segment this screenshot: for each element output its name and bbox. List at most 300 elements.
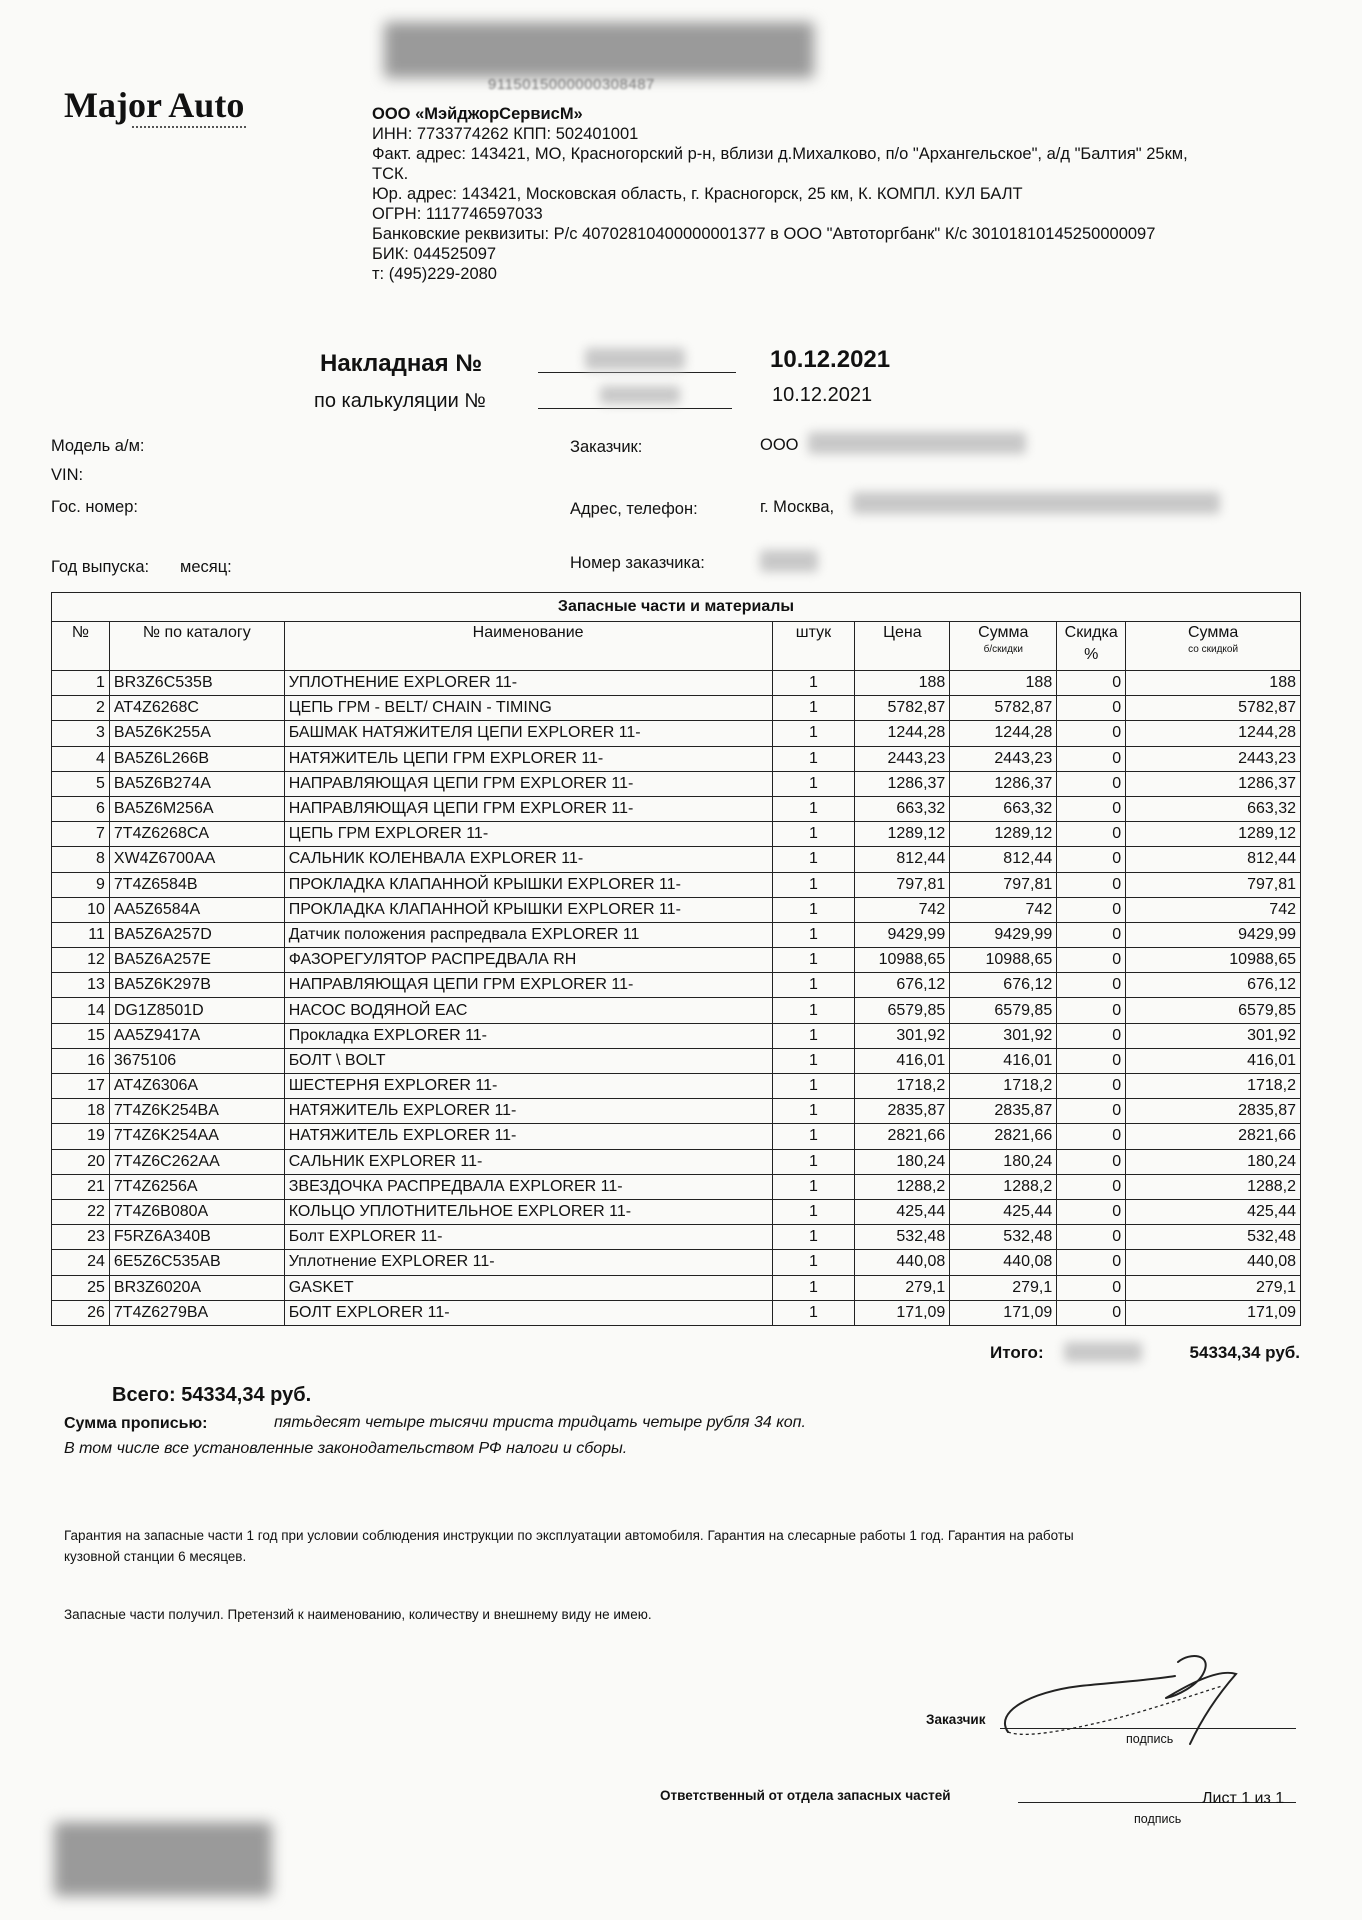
guarantee-line-2: кузовной станции 6 месяцев. — [64, 1549, 247, 1564]
row-total: 301,92 — [1126, 1023, 1301, 1048]
signature-stroke-1 — [1005, 1656, 1236, 1744]
guarantee-text — [64, 1525, 1294, 1567]
row-sum: 440,08 — [950, 1250, 1057, 1275]
row-sum: 1718,2 — [950, 1074, 1057, 1099]
col-sum-label: Сумма — [978, 624, 1029, 641]
row-price: 171,09 — [855, 1300, 950, 1325]
col-discount-sub: % — [1084, 646, 1099, 663]
row-price: 1718,2 — [855, 1074, 950, 1099]
row-sum: 171,09 — [950, 1300, 1057, 1325]
row-price: 180,24 — [855, 1149, 950, 1174]
row-sum: 10988,65 — [950, 948, 1057, 973]
row-number: 22 — [52, 1199, 110, 1224]
row-qty: 1 — [772, 1023, 855, 1048]
table-row — [52, 948, 1301, 973]
row-qty: 1 — [772, 1074, 855, 1099]
row-sum: 676,12 — [950, 973, 1057, 998]
col-discount — [1057, 622, 1126, 671]
row-price: 440,08 — [855, 1250, 950, 1275]
row-price: 797,81 — [855, 872, 950, 897]
row-qty: 1 — [772, 1250, 855, 1275]
table-row — [52, 847, 1301, 872]
row-qty: 1 — [772, 948, 855, 973]
row-sum: 416,01 — [950, 1048, 1057, 1073]
customer-sign-caption: подпись — [1126, 1732, 1174, 1746]
redacted-customer-name — [808, 432, 1026, 454]
row-name: САЛЬНИК КОЛЕНВАЛА EXPLORER 11- — [284, 847, 772, 872]
row-price: 812,44 — [855, 847, 950, 872]
row-number: 21 — [52, 1174, 110, 1199]
row-name: НАТЯЖИТЕЛЬ EXPLORER 11- — [284, 1124, 772, 1149]
row-discount: 0 — [1057, 796, 1126, 821]
row-name: Болт EXPLORER 11- — [284, 1225, 772, 1250]
table-row — [52, 1275, 1301, 1300]
row-price: 2821,66 — [855, 1124, 950, 1149]
row-catalog: AA5Z6584A — [109, 897, 284, 922]
row-catalog: F5RZ6A340B — [109, 1225, 284, 1250]
row-price: 416,01 — [855, 1048, 950, 1073]
row-qty: 1 — [772, 796, 855, 821]
row-price: 1288,2 — [855, 1174, 950, 1199]
row-total: 5782,87 — [1126, 696, 1301, 721]
row-total: 676,12 — [1126, 973, 1301, 998]
row-number: 23 — [52, 1225, 110, 1250]
row-total: 2835,87 — [1126, 1099, 1301, 1124]
col-total-label: Сумма — [1187, 624, 1239, 641]
row-sum: 5782,87 — [950, 696, 1057, 721]
row-sum: 797,81 — [950, 872, 1057, 897]
row-discount: 0 — [1057, 922, 1126, 947]
row-number: 13 — [52, 973, 110, 998]
row-number: 4 — [52, 746, 110, 771]
row-catalog: DG1Z8501D — [109, 998, 284, 1023]
row-number: 17 — [52, 1074, 110, 1099]
calc-label: по калькуляции № — [314, 390, 486, 412]
barcode-number: 9115015000000308487 — [488, 76, 655, 93]
row-number: 18 — [52, 1099, 110, 1124]
row-name: УПЛОТНЕНИЕ EXPLORER 11- — [284, 671, 772, 696]
row-discount: 0 — [1057, 1099, 1126, 1124]
row-number: 1 — [52, 671, 110, 696]
itogo-label: Итого: — [990, 1343, 1044, 1362]
row-catalog: BA5Z6A257D — [109, 922, 284, 947]
taxes-note: В том числе все установленные законодательством РФ налоги и сборы. — [64, 1440, 628, 1457]
row-qty: 1 — [772, 721, 855, 746]
table-row — [52, 822, 1301, 847]
calc-number-line — [538, 408, 732, 409]
row-qty: 1 — [772, 746, 855, 771]
row-price: 1286,37 — [855, 771, 950, 796]
customer-signature — [990, 1640, 1250, 1750]
row-qty: 1 — [772, 998, 855, 1023]
address-value: г. Москва, — [760, 498, 835, 516]
row-total: 6579,85 — [1126, 998, 1301, 1023]
row-sum: 425,44 — [950, 1199, 1057, 1224]
row-qty: 1 — [772, 897, 855, 922]
row-number: 24 — [52, 1250, 110, 1275]
row-discount: 0 — [1057, 1048, 1126, 1073]
table-row — [52, 1199, 1301, 1224]
row-qty: 1 — [772, 973, 855, 998]
logo-underline — [132, 126, 246, 131]
signature-stroke-2 — [1008, 1686, 1222, 1734]
row-name: НАСОС ВОДЯНОЙ ЕАС — [284, 998, 772, 1023]
row-discount: 0 — [1057, 1225, 1126, 1250]
row-sum: 1244,28 — [950, 721, 1057, 746]
table-row — [52, 746, 1301, 771]
bik: БИК: 044525097 — [372, 245, 497, 263]
row-number: 9 — [52, 872, 110, 897]
row-catalog: 7T4Z6279BA — [109, 1300, 284, 1325]
customer-number-label: Номер заказчика: — [570, 554, 705, 572]
row-sum: 532,48 — [950, 1225, 1057, 1250]
customer-label: Заказчик: — [570, 438, 643, 456]
fact-address: Факт. адрес: 143421, МО, Красногорский р-н, вблизи д.Михалково, п/о "Архангельское", а/д "Балтия" 25км, — [372, 145, 1188, 163]
row-catalog: AT4Z6268C — [109, 696, 284, 721]
col-discount-label: Скидка — [1064, 624, 1118, 641]
row-sum: 188 — [950, 671, 1057, 696]
row-number: 11 — [52, 922, 110, 947]
row-name: БОЛТ \ BOLT — [284, 1048, 772, 1073]
row-price: 2443,23 — [855, 746, 950, 771]
redacted-stamp — [54, 1822, 272, 1896]
row-sum: 6579,85 — [950, 998, 1057, 1023]
row-sum: 2443,23 — [950, 746, 1057, 771]
row-catalog: AT4Z6306A — [109, 1074, 284, 1099]
row-name: НАПРАВЛЯЮЩАЯ ЦЕПИ ГРМ EXPLORER 11- — [284, 771, 772, 796]
company-name: ООО «МэйджорСервисМ» — [372, 105, 583, 123]
row-sum: 9429,99 — [950, 922, 1057, 947]
row-catalog: BA5Z6M256A — [109, 796, 284, 821]
row-qty: 1 — [772, 1199, 855, 1224]
fact-address-cont: ТСК. — [372, 165, 409, 183]
table-row — [52, 1225, 1301, 1250]
table-row — [52, 1250, 1301, 1275]
amount-in-words: пятьдесят четыре тысячи триста тридцать четыре рубля 34 коп. — [274, 1414, 806, 1431]
row-total: 1288,2 — [1126, 1174, 1301, 1199]
row-qty: 1 — [772, 696, 855, 721]
table-row — [52, 1300, 1301, 1325]
row-total: 812,44 — [1126, 847, 1301, 872]
row-qty: 1 — [772, 922, 855, 947]
page-counter: Лист 1 из 1 — [1202, 1790, 1285, 1807]
col-price: Цена — [855, 622, 950, 671]
col-qty: штук — [772, 622, 855, 671]
row-total: 532,48 — [1126, 1225, 1301, 1250]
row-qty: 1 — [772, 1124, 855, 1149]
row-name: Датчик положения распредвала EXPLORER 11 — [284, 922, 772, 947]
row-catalog: 7T4Z6B080A — [109, 1199, 284, 1224]
row-catalog: 7T4Z6268CA — [109, 822, 284, 847]
table-row — [52, 1124, 1301, 1149]
row-catalog: 6E5Z6C535AB — [109, 1250, 284, 1275]
row-catalog: AA5Z9417A — [109, 1023, 284, 1048]
row-discount: 0 — [1057, 1124, 1126, 1149]
row-sum: 279,1 — [950, 1275, 1057, 1300]
redacted-invoice-number — [585, 348, 685, 370]
row-total: 9429,99 — [1126, 922, 1301, 947]
row-name: НАПРАВЛЯЮЩАЯ ЦЕПИ ГРМ EXPLORER 11- — [284, 973, 772, 998]
row-qty: 1 — [772, 822, 855, 847]
row-name: БОЛТ EXPLORER 11- — [284, 1300, 772, 1325]
itogo-value: 54334,34 руб. — [1189, 1343, 1300, 1362]
row-sum: 301,92 — [950, 1023, 1057, 1048]
row-discount: 0 — [1057, 671, 1126, 696]
row-discount: 0 — [1057, 1023, 1126, 1048]
row-number: 3 — [52, 721, 110, 746]
table-row — [52, 922, 1301, 947]
calc-date: 10.12.2021 — [772, 384, 873, 406]
table-row — [52, 671, 1301, 696]
address-label: Адрес, телефон: — [570, 500, 698, 518]
row-total: 1289,12 — [1126, 822, 1301, 847]
row-discount: 0 — [1057, 1300, 1126, 1325]
row-discount: 0 — [1057, 1250, 1126, 1275]
row-price: 663,32 — [855, 796, 950, 821]
col-total-sub: со скидкой — [1188, 644, 1239, 655]
col-sum-sub: б/скидки — [983, 644, 1023, 655]
row-name: Уплотнение EXPLORER 11- — [284, 1250, 772, 1275]
year-label: Год выпуска: — [51, 558, 150, 576]
row-discount: 0 — [1057, 948, 1126, 973]
row-name: ПРОКЛАДКА КЛАПАННОЙ КРЫШКИ EXPLORER 11- — [284, 897, 772, 922]
row-sum: 1286,37 — [950, 771, 1057, 796]
row-qty: 1 — [772, 1174, 855, 1199]
row-catalog: 7T4Z6256A — [109, 1174, 284, 1199]
table-row — [52, 721, 1301, 746]
table-row — [52, 1174, 1301, 1199]
row-total: 416,01 — [1126, 1048, 1301, 1073]
amount-in-words-label: Сумма прописью: — [64, 1415, 208, 1432]
row-name: ШЕСТЕРНЯ EXPLORER 11- — [284, 1074, 772, 1099]
row-price: 1289,12 — [855, 822, 950, 847]
parts-table — [51, 592, 1301, 1326]
row-discount: 0 — [1057, 822, 1126, 847]
row-name: БАШМАК НАТЯЖИТЕЛЯ ЦЕПИ EXPLORER 11- — [284, 721, 772, 746]
row-discount: 0 — [1057, 1174, 1126, 1199]
table-row — [52, 696, 1301, 721]
row-name: ЦЕПЬ ГРМ - BELT/ CHAIN - TIMING — [284, 696, 772, 721]
gos-number-label: Гос. номер: — [51, 498, 138, 516]
row-discount: 0 — [1057, 973, 1126, 998]
row-number: 7 — [52, 822, 110, 847]
col-name: Наименование — [284, 622, 772, 671]
ogrn: ОГРН: 1117746597033 — [372, 205, 543, 223]
table-row — [52, 1074, 1301, 1099]
redacted-customer-number — [760, 550, 818, 572]
row-qty: 1 — [772, 1048, 855, 1073]
table-row — [52, 998, 1301, 1023]
row-price: 279,1 — [855, 1275, 950, 1300]
row-total: 1244,28 — [1126, 721, 1301, 746]
row-discount: 0 — [1057, 746, 1126, 771]
row-discount: 0 — [1057, 1199, 1126, 1224]
row-catalog: BA5Z6K297B — [109, 973, 284, 998]
row-total: 440,08 — [1126, 1250, 1301, 1275]
row-qty: 1 — [772, 847, 855, 872]
row-catalog: 3675106 — [109, 1048, 284, 1073]
guarantee-line-1: Гарантия на запасные части 1 год при условии соблюдения инструкции по эксплуатации автомобиля. Гарантия на слесарные работы 1 год. Гарантия на работы — [64, 1528, 1074, 1543]
row-discount: 0 — [1057, 1275, 1126, 1300]
responsible-sign-caption: подпись — [1134, 1812, 1182, 1826]
table-row — [52, 796, 1301, 821]
row-discount: 0 — [1057, 872, 1126, 897]
table-row — [52, 973, 1301, 998]
row-total: 171,09 — [1126, 1300, 1301, 1325]
table-body — [52, 671, 1301, 1326]
row-catalog: 7T4Z6K254BA — [109, 1099, 284, 1124]
row-catalog: BA5Z6L266B — [109, 746, 284, 771]
row-price: 301,92 — [855, 1023, 950, 1048]
row-sum: 2835,87 — [950, 1099, 1057, 1124]
grand-total: Всего: 54334,34 руб. — [112, 1384, 312, 1406]
row-total: 663,32 — [1126, 796, 1301, 821]
row-catalog: XW4Z6700AA — [109, 847, 284, 872]
row-total: 742 — [1126, 897, 1301, 922]
row-discount: 0 — [1057, 721, 1126, 746]
table-row — [52, 771, 1301, 796]
responsible-label: Ответственный от отдела запасных частей — [660, 1788, 951, 1803]
row-discount: 0 — [1057, 1074, 1126, 1099]
row-qty: 1 — [772, 771, 855, 796]
phone: т: (495)229-2080 — [372, 265, 497, 283]
col-catalog: № по каталогу — [109, 622, 284, 671]
table-row — [52, 1099, 1301, 1124]
row-catalog: BA5Z6K255A — [109, 721, 284, 746]
row-catalog: 7T4Z6584B — [109, 872, 284, 897]
row-discount: 0 — [1057, 998, 1126, 1023]
row-number: 6 — [52, 796, 110, 821]
row-catalog: BA5Z6A257E — [109, 948, 284, 973]
row-catalog: 7T4Z6C262AA — [109, 1149, 284, 1174]
company-logo: Major Auto — [64, 85, 245, 125]
row-qty: 1 — [772, 1225, 855, 1250]
row-discount: 0 — [1057, 771, 1126, 796]
customer-value: ООО — [760, 436, 799, 454]
row-number: 8 — [52, 847, 110, 872]
row-name: ЦЕПЬ ГРМ EXPLORER 11- — [284, 822, 772, 847]
row-qty: 1 — [772, 1300, 855, 1325]
row-price: 532,48 — [855, 1225, 950, 1250]
row-sum: 742 — [950, 897, 1057, 922]
table-row — [52, 1023, 1301, 1048]
col-total — [1126, 622, 1301, 671]
row-total: 1286,37 — [1126, 771, 1301, 796]
row-qty: 1 — [772, 872, 855, 897]
row-number: 16 — [52, 1048, 110, 1073]
row-number: 10 — [52, 897, 110, 922]
row-sum: 180,24 — [950, 1149, 1057, 1174]
row-total: 425,44 — [1126, 1199, 1301, 1224]
row-number: 25 — [52, 1275, 110, 1300]
col-num: № — [52, 622, 110, 671]
row-sum: 812,44 — [950, 847, 1057, 872]
redacted-itogo — [1064, 1342, 1142, 1362]
row-name: НАТЯЖИТЕЛЬ ЦЕПИ ГРМ EXPLORER 11- — [284, 746, 772, 771]
redacted-barcode — [384, 22, 814, 78]
customer-sign-label: Заказчик — [926, 1712, 986, 1727]
row-name: КОЛЬЦО УПЛОТНИТЕЛЬНОЕ EXPLORER 11- — [284, 1199, 772, 1224]
row-total: 180,24 — [1126, 1149, 1301, 1174]
table-row — [52, 1149, 1301, 1174]
row-discount: 0 — [1057, 847, 1126, 872]
vin-label: VIN: — [51, 466, 84, 484]
col-sum — [950, 622, 1057, 671]
row-number: 15 — [52, 1023, 110, 1048]
received-statement: Запасные части получил. Претензий к наименованию, количеству и внешнему виду не имею. — [64, 1607, 652, 1622]
row-number: 19 — [52, 1124, 110, 1149]
redacted-calc-number — [600, 386, 680, 404]
invoice-date: 10.12.2021 — [770, 346, 891, 373]
row-number: 2 — [52, 696, 110, 721]
company-details — [372, 104, 1312, 284]
row-price: 9429,99 — [855, 922, 950, 947]
row-name: САЛЬНИК EXPLORER 11- — [284, 1149, 772, 1174]
table-row — [52, 1048, 1301, 1073]
row-total: 2821,66 — [1126, 1124, 1301, 1149]
row-price: 5782,87 — [855, 696, 950, 721]
row-price: 676,12 — [855, 973, 950, 998]
invoice-number-line — [538, 372, 736, 373]
table-group-title: Запасные части и материалы — [52, 593, 1301, 622]
model-label: Модель а/м: — [51, 437, 145, 455]
row-name: НАТЯЖИТЕЛЬ EXPLORER 11- — [284, 1099, 772, 1124]
month-label: месяц: — [180, 558, 232, 576]
row-name: ФАЗОРЕГУЛЯТОР РАСПРЕДВАЛА RH — [284, 948, 772, 973]
row-total: 279,1 — [1126, 1275, 1301, 1300]
row-sum: 1288,2 — [950, 1174, 1057, 1199]
row-catalog: 7T4Z6K254AA — [109, 1124, 284, 1149]
row-total: 797,81 — [1126, 872, 1301, 897]
row-qty: 1 — [772, 671, 855, 696]
table-row — [52, 872, 1301, 897]
row-catalog: BA5Z6B274A — [109, 771, 284, 796]
row-price: 742 — [855, 897, 950, 922]
row-sum: 2821,66 — [950, 1124, 1057, 1149]
row-catalog: BR3Z6020A — [109, 1275, 284, 1300]
row-name: ПРОКЛАДКА КЛАПАННОЙ КРЫШКИ EXPLORER 11- — [284, 872, 772, 897]
row-name: ЗВЕЗДОЧКА РАСПРЕДВАЛА EXPLORER 11- — [284, 1174, 772, 1199]
row-name: GASKET — [284, 1275, 772, 1300]
table-row — [52, 897, 1301, 922]
row-number: 14 — [52, 998, 110, 1023]
redacted-address — [852, 492, 1220, 514]
row-price: 425,44 — [855, 1199, 950, 1224]
row-qty: 1 — [772, 1149, 855, 1174]
row-price: 10988,65 — [855, 948, 950, 973]
row-total: 1718,2 — [1126, 1074, 1301, 1099]
row-sum: 1289,12 — [950, 822, 1057, 847]
row-total: 188 — [1126, 671, 1301, 696]
row-qty: 1 — [772, 1099, 855, 1124]
inn-kpp: ИНН: 7733774262 КПП: 502401001 — [372, 125, 639, 143]
row-number: 26 — [52, 1300, 110, 1325]
row-discount: 0 — [1057, 897, 1126, 922]
row-name: Прокладка EXPLORER 11- — [284, 1023, 772, 1048]
row-number: 12 — [52, 948, 110, 973]
legal-address: Юр. адрес: 143421, Московская область, г. Красногорск, 25 км, К. КОМПЛ. КУЛ БАЛТ — [372, 185, 1023, 203]
row-discount: 0 — [1057, 696, 1126, 721]
row-qty: 1 — [772, 1275, 855, 1300]
row-total: 10988,65 — [1126, 948, 1301, 973]
row-price: 6579,85 — [855, 998, 950, 1023]
row-name: НАПРАВЛЯЮЩАЯ ЦЕПИ ГРМ EXPLORER 11- — [284, 796, 772, 821]
row-price: 1244,28 — [855, 721, 950, 746]
bank-details: Банковские реквизиты: Р/с 40702810400000001377 в ООО "Автоторгбанк" К/с 30101810145250000097 — [372, 225, 1156, 243]
row-catalog: BR3Z6C535B — [109, 671, 284, 696]
table-header-row — [52, 622, 1301, 671]
row-number: 20 — [52, 1149, 110, 1174]
